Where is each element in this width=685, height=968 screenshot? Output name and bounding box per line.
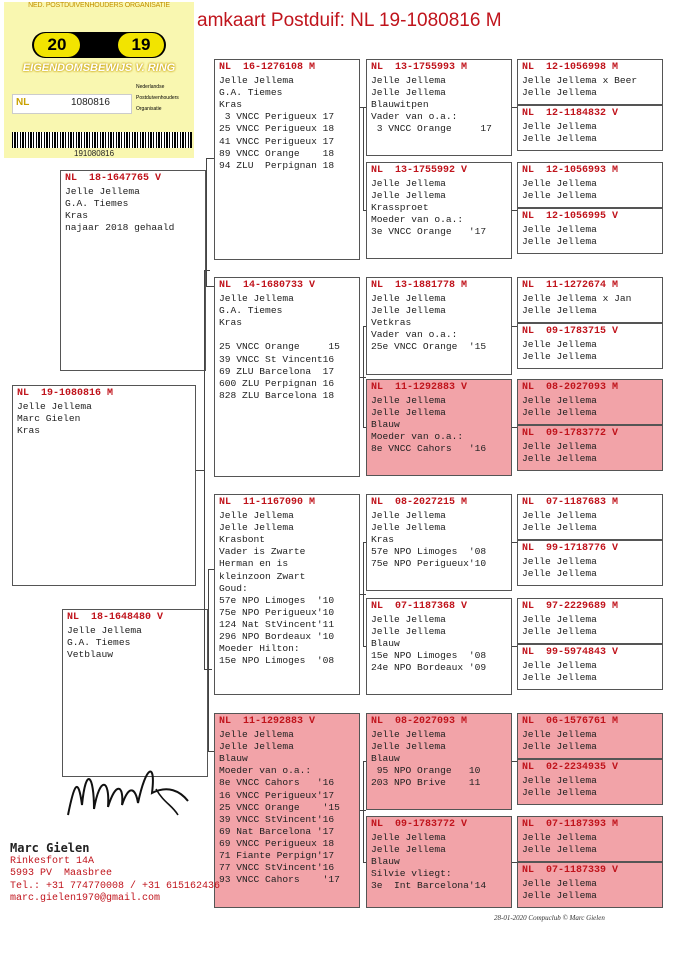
connector-line [363,427,366,428]
pigeon-info-line: 57e NPO Limoges '08 [371,546,487,558]
pigeon-info-line: Blauw [371,419,400,431]
breeder-city: 5993 PV Maasbree [10,868,113,879]
pigeon-info-line: 93 VNCC Cahors '17 [219,874,340,886]
pigeon-info-line: Blauw [371,753,400,765]
pigeon-card [60,170,206,371]
pigeon-info-line: Jelle Jellema [522,305,597,317]
pigeon-ring-header: NL 07-1187393 M [522,819,619,830]
ring-ownership-card [4,2,194,158]
pigeon-info-line: G.A. Tiemes [219,87,283,99]
pigeon-card [517,598,663,644]
pigeon-info-line: Kras [219,317,243,329]
connector-line [512,646,517,647]
barcode-text: 191080816 [74,149,115,158]
pigeon-info-line: Jelle Jellema [522,407,597,419]
pigeon-info-line: Jelle Jellema [522,729,597,741]
pigeon-info-line: Jelle Jellema [522,351,597,363]
pigeon-info-line: 95 NPO Orange 10 [371,765,481,777]
pigeon-ring-header: NL 18-1647765 V [65,173,162,184]
pigeon-info-line: Kras [371,534,395,546]
pigeon-card [366,277,512,375]
pigeon-info-line: 69 Nat Barcelona '17 [219,825,335,837]
pigeon-info-line: Blauw [371,638,400,650]
connector-line [363,107,364,210]
connector-line [512,427,517,428]
logo-line: Organisatie [136,106,162,112]
pigeon-info-line: Jelle Jellema [522,339,597,351]
pigeon-info-line: Jelle Jellema [371,75,446,87]
pigeon-info-line: Vetblauw [67,649,114,661]
pigeon-card [517,644,663,690]
pigeon-info-line: Jelle Jellema [219,510,294,522]
ring-country: NL [16,97,30,108]
connector-line [363,210,366,211]
pigeon-info-line: 94 ZLU Perpignan 18 [219,159,335,171]
logo-line: Postduivenhouders [136,95,179,101]
connector-line [512,542,517,543]
pigeon-info-line: G.A. Tiemes [67,637,131,649]
pigeon-info-line: 296 NPO Bordeaux '10 [219,631,335,643]
pigeon-info-line: Jelle Jellema [371,844,446,856]
pigeon-info-line: Jelle Jellema [522,672,597,684]
pigeon-ring-header: NL 99-5974843 V [522,647,619,658]
pigeon-info-line: Vader van o.a.: [371,329,458,341]
pigeon-card [366,816,512,908]
breeder-address: Rinkesfort 14A [10,855,95,867]
connector-line [512,862,517,863]
pigeon-info-line: 77 VNCC StVincent'16 [219,862,335,874]
pigeon-info-line [219,329,355,341]
pigeon-card [366,59,512,156]
page-title: amkaart Postduif: NL 19-1080816 M [197,10,502,31]
pigeon-ring-header: NL 12-1056998 M [522,62,619,73]
pigeon-ring-header: NL 08-2027093 M [522,382,619,393]
pigeon-card [214,713,360,908]
pigeon-info-line: Jelle Jellema [522,224,597,236]
pigeon-card [517,162,663,208]
pigeon-ring-header: NL 97-2229689 M [522,601,619,612]
pigeon-ring-header: NL 02-2234935 V [522,762,619,773]
year-left: 20 [34,33,80,57]
pigeon-ring-header: NL 16-1276108 M [219,62,316,73]
pigeon-info-line: Jelle Jellema [522,87,597,99]
pigeon-ring-header: NL 07-1187339 V [522,865,619,876]
pigeon-info-line: 828 ZLU Barcelona 18 [219,389,335,401]
pigeon-info-line: 3e Int Barcelona'14 [371,880,487,892]
pigeon-info-line: Jelle Jellema [522,660,597,672]
pigeon-card [517,540,663,586]
year-pill [32,32,166,58]
connector-line [363,761,366,762]
pigeon-info-line: Vader van o.a.: [371,111,458,123]
pigeon-ring-header: NL 11-1292883 V [219,716,316,727]
pigeon-info-line: Kras [65,210,89,222]
pigeon-info-line: 15e NPO Limoges '08 [219,655,335,667]
pigeon-info-line: Jelle Jellema [65,186,140,198]
pigeon-info-line: Jelle Jellema [371,522,446,534]
pigeon-info-line: G.A. Tiemes [219,305,283,317]
connector-line [363,761,364,862]
connector-line [206,286,214,287]
pigeon-ring-header: NL 06-1576761 M [522,716,619,727]
connector-line [363,646,366,647]
pigeon-info-line: Jelle Jellema [371,626,446,638]
pigeon-ring-header: NL 11-1292883 V [371,382,468,393]
pigeon-ring-header: NL 12-1056995 V [522,211,619,222]
pigeon-ring-header: NL 07-1187368 V [371,601,468,612]
connector-line [512,761,517,762]
pigeon-info-line: Jelle Jellema [371,395,446,407]
pigeon-info-line: Blauw [219,753,248,765]
connector-line [206,158,214,159]
pigeon-card [517,277,663,323]
pigeon-ring-header: NL 12-1056993 M [522,165,619,176]
pigeon-ring-header: NL 18-1648480 V [67,612,164,623]
connector-line [363,862,366,863]
pigeon-info-line: Jelle Jellema [219,75,294,87]
pigeon-info-line: 25 VNCC Orange 15 [219,341,340,353]
pigeon-ring-header: NL 14-1680733 V [219,280,316,291]
pigeon-info-line: 16 VNCC Perigueux'17 [219,789,335,801]
pigeon-info-line: 69 VNCC Perigueux 18 [219,837,335,849]
pigeon-card [517,759,663,805]
pigeon-info-line: Jelle Jellema [371,190,446,202]
pigeon-card [517,713,663,759]
pigeon-card [366,379,512,476]
pigeon-info-line: Silvie vliegt: [371,868,452,880]
pigeon-info-line: Jelle Jellema [371,293,446,305]
pigeon-ring-header: NL 11-1272674 M [522,280,619,291]
pigeon-info-line: Jelle Jellema [522,741,597,753]
ownership-label: EIGENDOMSBEWIJS V. RING [22,62,176,74]
pigeon-card [214,59,360,260]
pigeon-info-line: Jelle Jellema [522,626,597,638]
pigeon-info-line: Jelle Jellema [522,395,597,407]
pigeon-info-line: 600 ZLU Perpignan 16 [219,377,335,389]
pigeon-ring-header: NL 07-1187683 M [522,497,619,508]
pigeon-info-line: Marc Gielen [17,413,81,425]
pigeon-info-line: Jelle Jellema [219,522,294,534]
pigeon-info-line: Jelle Jellema [522,441,597,453]
pigeon-info-line: 124 Nat StVincent'11 [219,618,335,630]
pigeon-info-line: Kras [219,99,243,111]
pigeon-info-line: Moeder van o.a.: [371,214,464,226]
signature [60,745,200,835]
pigeon-info-line: Krasbont [219,534,266,546]
connector-line [206,158,207,286]
pigeon-info-line: 89 VNCC Orange 18 [219,147,335,159]
connector-line [208,751,214,752]
pigeon-info-line: 71 Fiante Perpign'17 [219,850,335,862]
pigeon-info-line: Jelle Jellema [522,568,597,580]
pigeon-card [366,494,512,591]
pigeon-info-line: 25e VNCC Orange '15 [371,341,487,353]
pigeon-info-line: G.A. Tiemes [65,198,129,210]
pigeon-info-line: Moeder Hilton: [219,643,300,655]
pigeon-card [366,598,512,695]
pigeon-ring-header: NL 11-1167090 M [219,497,316,508]
connector-line [208,569,214,570]
pigeon-info-line: Herman en is [219,558,289,570]
connector-line [208,569,209,751]
pigeon-info-line: Vader is Zwarte [219,546,306,558]
pigeon-info-line: 8e VNCC Cahors '16 [371,443,487,455]
pigeon-info-line: 3e VNCC Orange '17 [371,226,487,238]
pigeon-card [517,425,663,471]
pigeon-info-line: Krassproet [371,202,429,214]
pigeon-info-line: 15e NPO Limoges '08 [371,650,487,662]
connector-line [363,326,364,427]
connector-line [363,542,364,646]
pigeon-card [517,59,663,105]
pigeon-info-line: Jelle Jellema [522,787,597,799]
pigeon-info-line: Jelle Jellema [371,305,446,317]
pigeon-card [214,494,360,695]
ring-number-box [12,94,132,114]
pigeon-info-line: Goud: [219,582,248,594]
pigeon-card [366,162,512,259]
connector-line [512,326,517,327]
pigeon-info-line: 75e NPO Perigueux'10 [371,558,487,570]
pigeon-info-line: 69 ZLU Barcelona 17 [219,365,335,377]
connector-line [204,270,205,670]
breeder-phone: Tel.: +31 774770008 / +31 615162436 [10,880,221,892]
connector-line [512,210,517,211]
pigeon-info-line: Jelle Jellema [522,775,597,787]
pigeon-info-line: Blauwitpen [371,99,429,111]
pigeon-info-line: Jelle Jellema [522,614,597,626]
pigeon-info-line: Jelle Jellema [219,741,294,753]
pigeon-info-line: Jelle Jellema [522,832,597,844]
logo-line: Nederlandse [136,84,165,90]
pigeon-ring-header: NL 13-1881778 M [371,280,468,291]
pigeon-card [517,816,663,862]
year-right: 19 [118,33,164,57]
pigeon-card [517,862,663,908]
pigeon-info-line: Jelle Jellema [371,741,446,753]
pigeon-info-line: Jelle Jellema [67,625,142,637]
pigeon-ring-header: NL 08-2027093 M [371,716,468,727]
connector-line [363,326,366,327]
pigeon-info-line: Jelle Jellema [17,401,92,413]
pigeon-ring-header: NL 09-1783715 V [522,326,619,337]
pigeon-info-line: Jelle Jellema [371,832,446,844]
pigeon-info-line: Jelle Jellema [522,510,597,522]
pigeon-card [517,208,663,254]
pigeon-info-line: 3 VNCC Perigueux 17 [219,111,335,123]
pigeon-info-line: 75e NPO Perigueux'10 [219,606,335,618]
pigeon-info-line: Jelle Jellema [522,190,597,202]
pigeon-info-line: Jelle Jellema [371,87,446,99]
pigeon-ring-header: NL 13-1755992 V [371,165,468,176]
pigeon-info-line: 24e NPO Bordeaux '09 [371,662,487,674]
pigeon-info-line: Jelle Jellema [522,178,597,190]
pigeon-card [517,379,663,425]
pigeon-ring-header: NL 08-2027215 M [371,497,468,508]
pigeon-ring-header: NL 99-1718776 V [522,543,619,554]
pigeon-info-line: Kras [17,425,41,437]
pigeon-card [214,277,360,477]
pigeon-info-line: 39 VNCC StVincent'16 [219,813,335,825]
pigeon-info-line: Jelle Jellema [522,522,597,534]
breeder-name: Marc Gielen [10,841,90,855]
pigeon-info-line: Jelle Jellema [219,729,294,741]
pigeon-info-line: Jelle Jellema [371,729,446,741]
card-org-text: NED. POSTDUIVENHOUDERS ORGANISATIE [28,2,170,9]
pigeon-info-line: 25 VNCC Orange '15 [219,801,340,813]
pigeon-card [12,385,196,586]
pigeon-info-line: Jelle Jellema [371,510,446,522]
pigeon-ring-header: NL 12-1184832 V [522,108,619,119]
ring-number: 1080816 [71,97,110,108]
breeder-contact [10,842,220,906]
pigeon-info-line: 57e NPO Limoges '10 [219,594,335,606]
connector-line [512,107,517,108]
pigeon-ring-header: NL 09-1783772 V [522,428,619,439]
pigeon-info-line: Moeder van o.a.: [219,765,312,777]
pigeon-info-line: 3 VNCC Orange 17 [371,123,492,135]
pigeon-info-line: Moeder van o.a.: [371,431,464,443]
connector-line [363,542,366,543]
pigeon-info-line: Jelle Jellema [371,407,446,419]
pigeon-card [517,323,663,369]
pigeon-info-line: Jelle Jellema [522,121,597,133]
breeder-email: marc.gielen1970@gmail.com [10,893,161,904]
pigeon-card [517,105,663,151]
pigeon-info-line: 8e VNCC Cahors '16 [219,777,335,789]
pigeon-info-line: 41 VNCC Perigueux 17 [219,135,335,147]
pigeon-card [517,494,663,540]
pigeon-info-line: Jelle Jellema [522,844,597,856]
pigeon-info-line: Blauw [371,856,400,868]
npo-logo [136,82,179,115]
pigeon-info-line: Jelle Jellema [522,890,597,902]
pigeon-info-line: Jelle Jellema [522,236,597,248]
print-stamp: 28-01-2020 Compuclub © Marc Gielen [494,914,605,922]
pigeon-info-line: Jelle Jellema [371,614,446,626]
pigeon-ring-header: NL 13-1755993 M [371,62,468,73]
pigeon-info-line: Jelle Jellema [522,878,597,890]
pigeon-info-line: 203 NPO Brive 11 [371,777,481,789]
pigeon-info-line: Jelle Jellema x Jan [522,293,632,305]
pigeon-info-line: Jelle Jellema x Beer [522,75,638,87]
pigeon-info-line: Vetkras [371,317,412,329]
pigeon-info-line: Jelle Jellema [522,133,597,145]
pigeon-info-line: 25 VNCC Perigueux 18 [219,123,335,135]
pigeon-info-line: najaar 2018 gehaald [65,222,175,234]
pigeon-info-line: Jelle Jellema [371,178,446,190]
pigeon-ring-header: NL 09-1783772 V [371,819,468,830]
pigeon-info-line: kleinzoon Zwart [219,570,306,582]
pigeon-info-line: 39 VNCC St Vincent16 [219,353,335,365]
pigeon-info-line: Jelle Jellema [522,556,597,568]
barcode [12,132,192,148]
pigeon-info-line: Jelle Jellema [522,453,597,465]
pigeon-card [366,713,512,810]
pigeon-ring-header: NL 19-1080816 M [17,388,114,399]
connector-line [204,270,210,271]
connector-line [196,470,204,471]
pigeon-info-line: Jelle Jellema [219,293,294,305]
